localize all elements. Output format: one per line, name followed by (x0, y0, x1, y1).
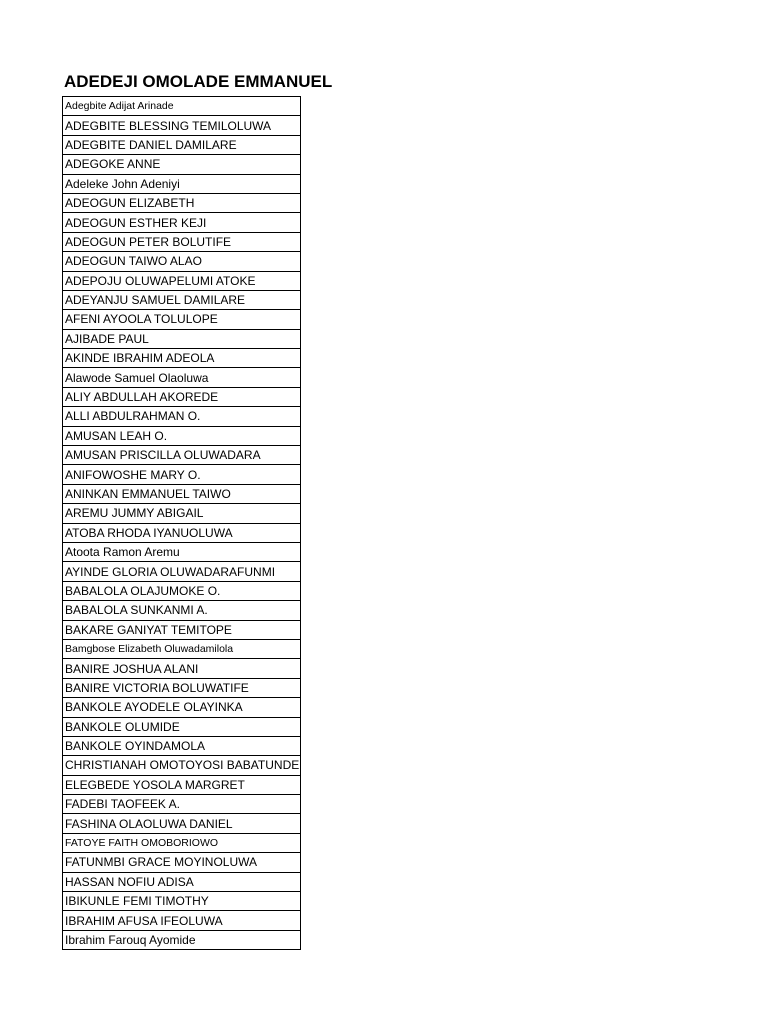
table-row (63, 775, 301, 794)
name-cell[interactable]: ANINKAN EMMANUEL TAIWO (63, 484, 301, 503)
name-cell[interactable]: ADEPOJU OLUWAPELUMI ATOKE (63, 271, 301, 290)
name-cell[interactable]: IBRAHIM AFUSA IFEOLUWA (63, 911, 301, 930)
table-row (63, 930, 301, 949)
table-row (63, 678, 301, 697)
name-cell[interactable]: AYINDE GLORIA OLUWADARAFUNMI (63, 562, 301, 581)
table-row (63, 97, 301, 116)
table-row (63, 465, 301, 484)
table-row (63, 271, 301, 290)
table-row (63, 252, 301, 271)
table-row (63, 542, 301, 561)
table-row (63, 833, 301, 852)
table-row (63, 484, 301, 503)
name-cell[interactable]: Alawode Samuel Olaoluwa (63, 368, 301, 387)
table-row (63, 620, 301, 639)
name-cell[interactable]: ADEGBITE DANIEL DAMILARE (63, 135, 301, 154)
name-cell[interactable]: AMUSAN PRISCILLA OLUWADARA (63, 446, 301, 465)
name-cell[interactable]: ADEOGUN ELIZABETH (63, 193, 301, 212)
name-cell[interactable]: ANIFOWOSHE MARY O. (63, 465, 301, 484)
table-row (63, 698, 301, 717)
table-row (63, 911, 301, 930)
table-row (63, 290, 301, 309)
table-row (63, 174, 301, 193)
name-cell[interactable]: BANKOLE AYODELE OLAYINKA (63, 698, 301, 717)
name-cell[interactable]: Bamgbose Elizabeth Oluwadamilola (63, 639, 301, 658)
name-cell[interactable]: ALIY ABDULLAH AKOREDE (63, 387, 301, 406)
name-cell[interactable]: BANKOLE OYINDAMOLA (63, 736, 301, 755)
table-row (63, 872, 301, 891)
table-row (63, 892, 301, 911)
name-cell[interactable]: AKINDE IBRAHIM ADEOLA (63, 349, 301, 368)
name-cell[interactable]: ADEGOKE ANNE (63, 155, 301, 174)
name-cell[interactable]: AFENI AYOOLA TOLULOPE (63, 310, 301, 329)
name-cell[interactable]: ADEOGUN PETER BOLUTIFE (63, 232, 301, 251)
name-cell[interactable]: IBIKUNLE FEMI TIMOTHY (63, 892, 301, 911)
table-row (63, 504, 301, 523)
name-cell[interactable]: Adegbite Adijat Arinade (63, 97, 301, 116)
table-row (63, 736, 301, 755)
name-cell[interactable]: BABALOLA OLAJUMOKE O. (63, 581, 301, 600)
name-cell[interactable]: ADEYANJU SAMUEL DAMILARE (63, 290, 301, 309)
table-row (63, 446, 301, 465)
name-cell[interactable]: ALLI ABDULRAHMAN O. (63, 407, 301, 426)
table-row (63, 562, 301, 581)
name-cell[interactable]: FATUNMBI GRACE MOYINOLUWA (63, 853, 301, 872)
name-cell[interactable]: FASHINA OLAOLUWA DANIEL (63, 814, 301, 833)
table-row (63, 407, 301, 426)
table-row (63, 349, 301, 368)
table-row (63, 213, 301, 232)
table-row (63, 310, 301, 329)
name-cell[interactable]: ADEOGUN ESTHER KEJI (63, 213, 301, 232)
table-row (63, 368, 301, 387)
table-row (63, 853, 301, 872)
name-cell[interactable]: BANKOLE OLUMIDE (63, 717, 301, 736)
table-row (63, 814, 301, 833)
name-cell[interactable]: Atoota Ramon Aremu (63, 542, 301, 561)
name-cell[interactable]: AMUSAN LEAH O. (63, 426, 301, 445)
table-row (63, 659, 301, 678)
table-row (63, 232, 301, 251)
name-cell[interactable]: BAKARE GANIYAT TEMITOPE (63, 620, 301, 639)
table-row (63, 387, 301, 406)
table-row (63, 329, 301, 348)
table-row (63, 795, 301, 814)
name-cell[interactable]: ELEGBEDE YOSOLA MARGRET (63, 775, 301, 794)
name-cell[interactable]: BANIRE JOSHUA ALANI (63, 659, 301, 678)
name-cell[interactable]: ADEOGUN TAIWO ALAO (63, 252, 301, 271)
table-row (63, 155, 301, 174)
sheet-title: ADEDEJI OMOLADE EMMANUEL (64, 72, 333, 91)
table-row (63, 135, 301, 154)
name-cell[interactable]: AREMU JUMMY ABIGAIL (63, 504, 301, 523)
table-row (63, 581, 301, 600)
table-row (63, 639, 301, 658)
name-cell[interactable]: AJIBADE PAUL (63, 329, 301, 348)
table-row (63, 523, 301, 542)
table-row (63, 193, 301, 212)
names-table-body (63, 97, 301, 950)
name-cell[interactable]: BANIRE VICTORIA BOLUWATIFE (63, 678, 301, 697)
name-cell[interactable]: HASSAN NOFIU ADISA (63, 872, 301, 891)
name-cell[interactable]: Ibrahim Farouq Ayomide (63, 930, 301, 949)
name-cell[interactable]: Adeleke John Adeniyi (63, 174, 301, 193)
name-cell[interactable]: ADEGBITE BLESSING TEMILOLUWA (63, 116, 301, 135)
name-cell[interactable]: ATOBA RHODA IYANUOLUWA (63, 523, 301, 542)
name-cell[interactable]: BABALOLA SUNKANMI A. (63, 601, 301, 620)
table-row (63, 116, 301, 135)
names-table (62, 96, 301, 950)
name-cell[interactable]: CHRISTIANAH OMOTOYOSI BABATUNDE (63, 756, 301, 775)
name-cell[interactable]: FATOYE FAITH OMOBORIOWO (63, 833, 301, 852)
table-row (63, 601, 301, 620)
table-row (63, 717, 301, 736)
table-row (63, 756, 301, 775)
name-cell[interactable]: FADEBI TAOFEEK A. (63, 795, 301, 814)
table-row (63, 426, 301, 445)
